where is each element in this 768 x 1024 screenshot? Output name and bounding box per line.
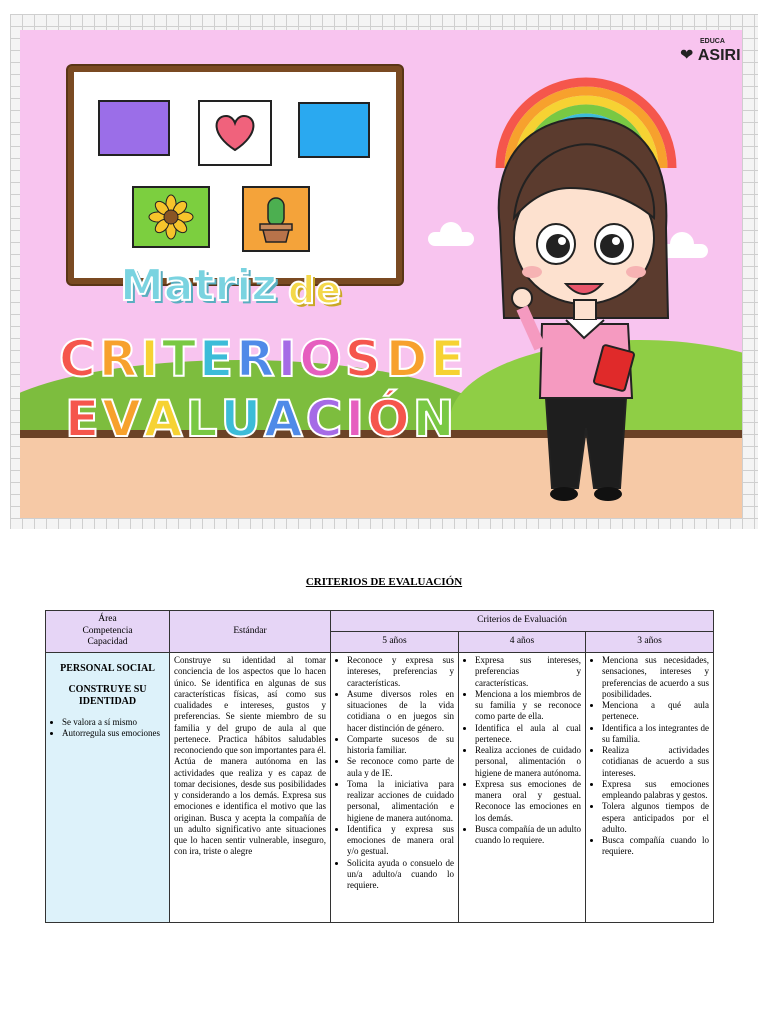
title-letter: L	[185, 390, 219, 448]
list-item: • Identifica a los integrantes de su familia.	[602, 723, 709, 746]
sunflower-card	[132, 186, 210, 248]
title-de: de	[288, 268, 341, 312]
header-age-4: 4 años	[459, 632, 586, 653]
bulletin-board	[68, 66, 402, 284]
list-item: • Busca compañía de un adulto cuando lo requiere.	[475, 824, 581, 847]
list-item: • Solicita ayuda o consuelo de un/a adulto/a cuando lo requiere.	[347, 858, 454, 892]
title-letter: C	[305, 390, 344, 448]
title-letter: E	[198, 330, 235, 388]
list-item: • Identifica y expresa sus emociones de manera oral y/o gestual.	[347, 824, 454, 858]
title-letter: S	[344, 330, 382, 388]
title-criterios-de	[58, 330, 466, 388]
cactus-card	[242, 186, 310, 252]
table-row	[46, 653, 714, 923]
cactus-icon	[244, 188, 308, 250]
criteria-5-list	[335, 655, 454, 891]
criteria-5-cell	[331, 653, 459, 923]
title-letter: D	[385, 330, 429, 388]
list-item: • Busca compañía cuando lo requiere.	[602, 835, 709, 858]
title-letter: R	[236, 330, 276, 388]
list-item: • Toma la iniciativa para realizar acciones de cuidado personal, alimentación e higiene de manera autónoma.	[347, 779, 454, 824]
list-item: • Identifica el aula al cual pertenece.	[475, 723, 581, 746]
header-area-line1: Área	[98, 613, 117, 624]
table-header-row	[46, 611, 714, 632]
title-letter: N	[412, 390, 456, 448]
list-item: • Menciona a los miembros de su familia y se reconoce como parte de ella.	[475, 689, 581, 723]
title-letter: I	[277, 330, 298, 388]
title-letter: R	[98, 330, 139, 388]
list-item: • Autorregula sus emociones	[62, 728, 165, 739]
area-name: PERSONAL SOCIAL	[60, 663, 155, 674]
title-evaluacion	[64, 390, 456, 448]
cover-banner	[20, 30, 742, 518]
list-item: • Menciona sus necesidades, sensaciones, intereses y preferencias de acuerdo a sus posibilidades.	[602, 655, 709, 700]
criteria-table	[45, 610, 714, 923]
criteria-4-cell	[459, 653, 586, 923]
title-letter: A	[264, 390, 304, 448]
list-item: • Expresa sus intereses, preferencias y características.	[475, 655, 581, 689]
title-letter: A	[143, 390, 184, 448]
title-letter: V	[102, 390, 142, 448]
header-age-3: 3 años	[586, 632, 714, 653]
criteria-3-list	[590, 655, 709, 858]
list-item: • Se reconoce como parte de aula y de IE.	[347, 756, 454, 779]
title-letter: C	[59, 330, 97, 388]
criteria-3-cell	[586, 653, 714, 923]
blue-card	[298, 102, 370, 158]
title-letter: I	[140, 330, 160, 388]
title-letter: E	[65, 390, 101, 448]
criteria-4-list	[463, 655, 581, 846]
list-item: • Menciona a qué aula pertenece.	[602, 700, 709, 723]
document-title: CRITERIOS DE EVALUACIÓN	[305, 576, 463, 588]
title-letter: I	[345, 390, 366, 448]
header-area-line3: Capacidad	[87, 637, 128, 648]
heart-card	[198, 100, 272, 166]
capacities-list	[50, 717, 165, 740]
list-item: • Expresa sus emociones empleando palabras y gestos.	[602, 779, 709, 802]
title-letter: T	[161, 330, 197, 388]
list-item: • Se valora a sí mismo	[62, 717, 165, 728]
competence-name: CONSTRUYE SU IDENTIDAD	[68, 683, 147, 707]
sunflower-icon	[134, 188, 208, 246]
list-item: • Tolera algunos tiempos de espera anticipados por el adulto.	[602, 801, 709, 835]
title-matriz: Matriz	[120, 260, 277, 311]
title-letter: Ó	[367, 390, 411, 448]
list-item: • Reconoce y expresa sus intereses, preferencias y características.	[347, 655, 454, 689]
header-area-line2: Competencia	[82, 625, 133, 636]
standard-cell: Construye su identidad al tomar conciencia de los aspectos que lo hacen único. Se identifica en algunas de sus características físicas, así como sus cualidades e intereses, gustos y preferencias. Se siente miembro de su familia y del grupo de aula al que pertenece. Practica hábitos saludables reconociendo que son importantes para él. Actúa de manera autónoma en las actividades que realiza y es capaz de tomar decisiones, desde sus posibilidades y considerando a los demás. Expresa sus emociones e identifica el motivo que las originan. Busca y acepta la compañía de un adulto significativo ante situaciones que lo hacen sentir vulnerable, inseguro, con ira, triste o alegre	[170, 653, 331, 923]
title-letter: U	[220, 390, 263, 448]
list-item: • Expresa sus emociones de manera oral y gestual. Reconoce las emociones en los demás.	[475, 779, 581, 824]
list-item: • Realiza acciones de cuidado personal, alimentación o higiene de manera autónoma.	[475, 745, 581, 779]
list-item: • Asume diversos roles en situaciones de la vida cotidiana o en juegos sin hacer distinción de género.	[347, 689, 454, 734]
logo-big-text: ASIRI	[697, 47, 741, 64]
list-item: • Comparte sucesos de su historia familiar.	[347, 734, 454, 757]
header-age-5: 5 años	[331, 632, 459, 653]
list-item: • Realiza actividades cotidianas de acuerdo a sus intereses.	[602, 745, 709, 779]
logo-heart-icon: ❤	[680, 47, 694, 64]
purple-card	[98, 100, 170, 156]
title-letter: O	[299, 330, 343, 388]
header-standard: Estándar	[170, 611, 331, 653]
heart-icon	[200, 102, 270, 164]
header-criteria: Criterios de Evaluación	[331, 611, 714, 632]
teacher-illustration	[460, 48, 720, 518]
title-letter: E	[430, 330, 466, 388]
logo-small-text: EDUCA	[700, 38, 725, 45]
area-cell	[46, 653, 170, 923]
header-area	[46, 611, 170, 653]
